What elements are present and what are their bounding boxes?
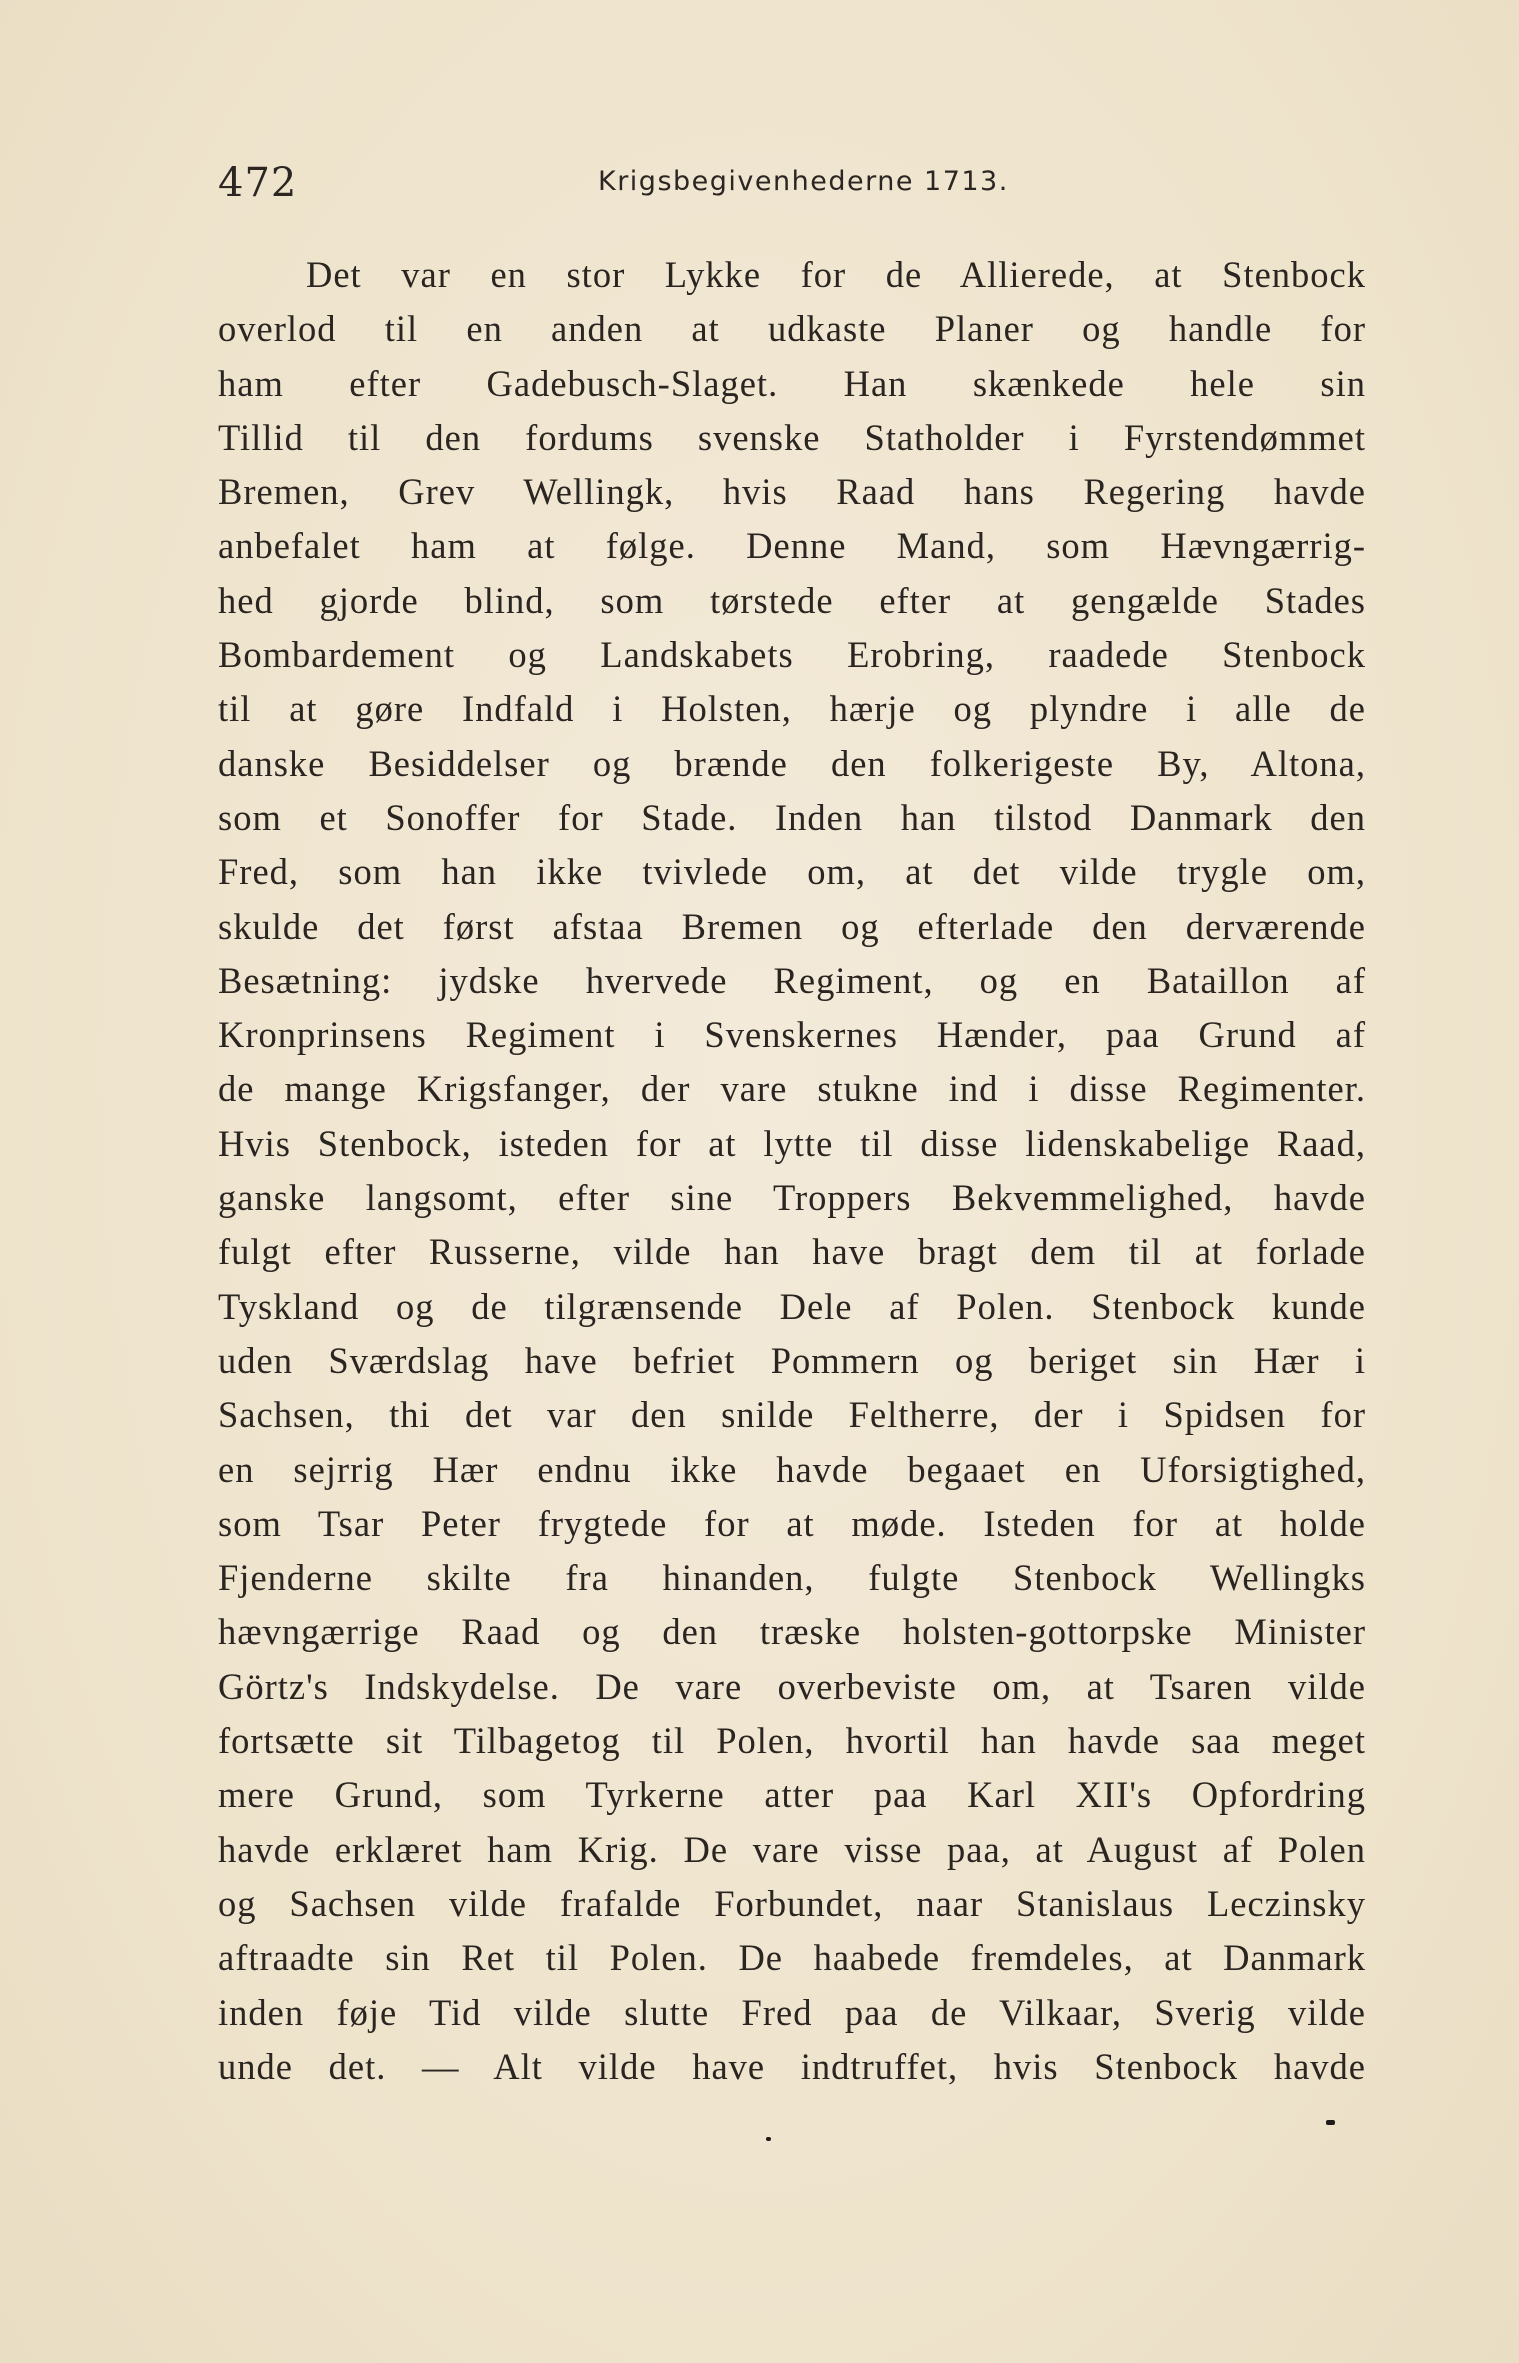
text-line: fulgt efter Russerne, vilde han have bragt dem til at forlade bbox=[218, 1231, 1366, 1273]
text-line: Tyskland og de tilgrænsende Dele af Polen. Stenbock kunde bbox=[218, 1285, 1366, 1327]
text-line: Bremen, Grev Wellingk, hvis Raad hans Regering havde bbox=[218, 471, 1366, 513]
text-line: Sachsen, thi det var den snilde Feltherre, der i Spidsen for bbox=[218, 1394, 1366, 1436]
text-line: Görtz's Indskydelse. De vare overbeviste om, at Tsaren vilde bbox=[218, 1665, 1366, 1707]
text-line: overlod til en anden at udkaste Planer og handle for bbox=[218, 308, 1366, 350]
text-line: de mange Krigsfanger, der vare stukne ind i disse Regimenter. bbox=[218, 1068, 1366, 1110]
text-line: havde erklæret ham Krig. De vare visse paa, at August af Polen bbox=[218, 1828, 1366, 1870]
text-line: som et Sonoffer for Stade. Inden han tilstod Danmark den bbox=[218, 796, 1366, 838]
text-line: uden Sværdslag have befriet Pommern og beriget sin Hær i bbox=[218, 1339, 1366, 1381]
body-text bbox=[218, 248, 1366, 2094]
text-line: og Sachsen vilde frafalde Forbundet, naar Stanislaus Leczinsky bbox=[218, 1882, 1366, 1924]
text-line: fortsætte sit Tilbagetog til Polen, hvortil han havde saa meget bbox=[218, 1720, 1366, 1762]
text-line: hævngærrige Raad og den træske holsten-gottorpske Minister bbox=[218, 1611, 1366, 1653]
running-head: Krigsbegivenhederne 1713. bbox=[598, 166, 1009, 197]
text-line: Fjenderne skilte fra hinanden, fulgte Stenbock Wellingks bbox=[218, 1557, 1366, 1599]
text-line: unde det. — Alt vilde have indtruffet, hvis Stenbock havde bbox=[218, 2045, 1366, 2087]
text-line: Tillid til den fordums svenske Statholder i Fyrstendømmet bbox=[218, 416, 1366, 458]
text-line: Hvis Stenbock, isteden for at lytte til disse lidenskabelige Raad, bbox=[218, 1122, 1366, 1164]
text-line: ham efter Gadebusch-Slaget. Han skænkede hele sin bbox=[218, 362, 1366, 404]
text-line: Besætning: jydske hvervede Regiment, og en Bataillon af bbox=[218, 959, 1366, 1001]
ink-speck bbox=[766, 2137, 771, 2141]
text-line: en sejrrig Hær endnu ikke havde begaaet en Uforsigtighed, bbox=[218, 1448, 1366, 1490]
page-header bbox=[218, 160, 1368, 210]
text-line: Det var en stor Lykke for de Allierede, at Stenbock bbox=[306, 254, 1366, 295]
text-line: danske Besiddelser og brænde den folkerigeste By, Altona, bbox=[218, 742, 1366, 784]
text-line: anbefalet ham at følge. Denne Mand, som Hævngærrig- bbox=[218, 525, 1366, 567]
text-line: som Tsar Peter frygtede for at møde. Isteden for at holde bbox=[218, 1502, 1366, 1544]
text-line: aftraadte sin Ret til Polen. De haabede fremdeles, at Danmark bbox=[218, 1937, 1366, 1979]
text-line: hed gjorde blind, som tørstede efter at gengælde Stades bbox=[218, 579, 1366, 621]
text-line: Kronprinsens Regiment i Svenskernes Hænder, paa Grund af bbox=[218, 1014, 1366, 1056]
text-line: skulde det først afstaa Bremen og efterlade den derværende bbox=[218, 905, 1366, 947]
text-line: til at gøre Indfald i Holsten, hærje og plyndre i alle de bbox=[218, 688, 1366, 730]
text-line: Fred, som han ikke tvivlede om, at det vilde trygle om, bbox=[218, 851, 1366, 893]
page-number: 472 bbox=[218, 160, 298, 206]
text-line: mere Grund, som Tyrkerne atter paa Karl XII's Opfordring bbox=[218, 1774, 1366, 1816]
text-line: ganske langsomt, efter sine Troppers Bekvemmelighed, havde bbox=[218, 1177, 1366, 1219]
text-line: inden føje Tid vilde slutte Fred paa de Vilkaar, Sverig vilde bbox=[218, 1991, 1366, 2033]
text-line: Bombardement og Landskabets Erobring, raadede Stenbock bbox=[218, 634, 1366, 676]
ink-speck bbox=[1326, 2120, 1335, 2125]
